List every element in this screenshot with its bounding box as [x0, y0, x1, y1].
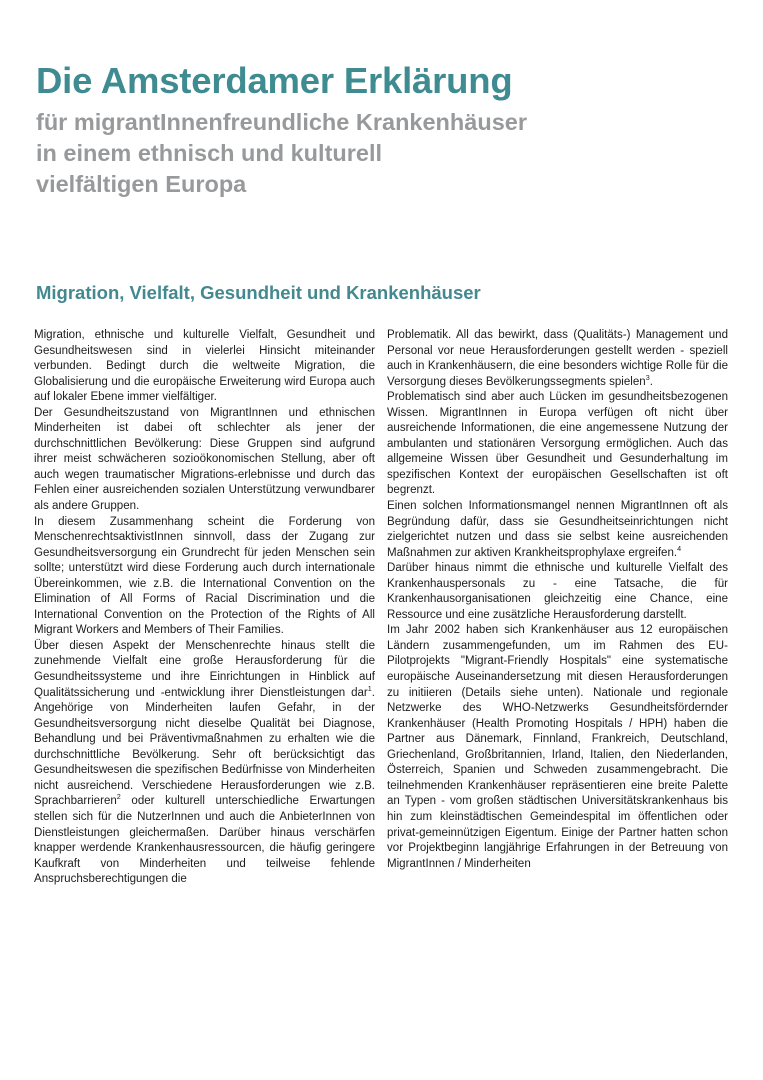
footnote-marker-2: 2 [116, 792, 121, 802]
paragraph [387, 499, 728, 561]
left-column [34, 328, 375, 1048]
paragraph [34, 639, 375, 888]
paragraph-text-part: oder kulturell unterschiedliche Erwartungen stellen sich für die NutzerInnen und auch die AnbieterInnen von Dienstleistungen gleichermaßen. Darüber hinaus verschärfen knapper werdende Krankenhausressourcen, die häufig geringere Kaufkraft von Minderheiten und teilweise fehlende Anspruchsberechtigungen die [34, 795, 375, 886]
paragraph: Darüber hinaus nimmt die ethnische und kulturelle Vielfalt des Krankenhauspersonals zu - eine Tatsache, die für Krankenhausorganisationen gleichzeitig eine Chance, eine Ressource und eine zusätzliche Herausforderung darstellt. [387, 562, 728, 621]
paragraph-text-part: Einen solchen Informationsmangel nennen MigrantInnen oft als Begründung dafür, dass sie Gesundheitseinrichtungen nicht zielgerichtet nutzen und dass sie selbst keine ausreichenden Maßnahmen zur aktiven Krankheitsprophylaxe ergreifen. [387, 500, 728, 559]
title-block [36, 62, 730, 200]
footnote-marker-4: 4 [677, 543, 682, 553]
paragraph-text-part: Problematik. All das bewirkt, dass (Qualitäts-) Management und Personal vor neue Herausforderungen gestellt werden - speziell auch in Krankenhäusern, die eine besonders wichtige Rolle für die Versorgung dieses Bevölkerungssegments spielen [387, 329, 728, 388]
page-subtitle-line-3: vielfältigen Europa [36, 171, 247, 198]
paragraph-text-part: Über diesen Aspekt der Menschenrechte hinaus stellt die zunehmende Vielfalt eine große Herausforderung für die Gesundheitssysteme und ihre Einrichtungen in Hinblick auf Qualitätssicherung und -entwicklung ihrer Dienstleistungen dar [34, 639, 375, 699]
page-subtitle-line-1: für migrantInnenfreundliche Krankenhäuser [36, 108, 527, 135]
paragraph: Problematisch sind aber auch Lücken im gesundheitsbezogenen Wissen. MigrantInnen in Europa verfügen oft nicht über ausreichende Informationen, die eine angemessene Nutzung der ambulanten und stationären Versorgung ermöglichen. Auch das allgemeine Wissen über Gesundheit und Gesunderhaltung im spezifischen Kontext der europäischen Gesellschaften ist oft begrenzt. [387, 391, 728, 497]
footnote-marker-1: 1 [367, 683, 372, 693]
paragraph: Migration, ethnische und kulturelle Vielfalt, Gesundheit und Gesundheitswesen sind in vielerlei Hinsicht miteinander verbunden. Bedingt durch die weltweite Migration, die Globalisierung und die europäische Erweiterung wird Europa auch auf lokaler Ebene immer vielfältiger. [34, 329, 375, 404]
paragraph-text-part: . [649, 375, 653, 388]
body-columns [34, 328, 728, 1048]
paragraph [387, 328, 728, 390]
right-column [387, 328, 728, 1048]
paragraph: In diesem Zusammenhang scheint die Forderung von MenschenrechtsaktivistInnen sinnvoll, dass der Zugang zur Gesundheitsversorgung ein Grundrecht für jeden Menschen sein sollte; unterstützt wird diese Forderung auch durch internationale Übereinkommen, wie z.B. die International Convention on the Elimination of All Forms of Racial Discrimination und die International Convention on the Protection of the Rights of All Migrant Workers and Members of Their Families. [34, 515, 375, 637]
paragraph-text-part: . Angehörige von Minderheiten laufen Gefahr, in der Gesundheitsversorgung nicht dieselbe Qualität bei Diagnose, Behandlung und bei Präventivmaßnahmen zu erhalten wie die durchschnittliche Bevölkerung. Sehr oft berücksichtigt das Gesundheitswesen die spezifischen Bedürfnisse von Minderheiten nicht ausreichend. Verschiedene Herausforderungen wie z.B. Sprachbarrieren [34, 686, 375, 808]
paragraph: Im Jahr 2002 haben sich Krankenhäuser aus 12 europäischen Ländern zusammengefunden, um im Rahmen des EU-Pilotprojekts "Migrant-Friendly Hospitals" eine systematische europäische Auseinandersetzung mit diesen Herausforderungen zu initiieren (Details siehe unten). Nationale und regionale Netzwerke des WHO-Netzwerks Gesundheitsfördernder Krankenhäuser (Health Promoting Hospitals / HPH) haben die Partner aus Dänemark, Finnland, Frankreich, Deutschland, Griechenland, Großbritannien, Irland, Italien, den Niederlanden, Österreich, Spanien und Schweden zusammengebracht. Die teilnehmenden Krankenhäuser repräsentieren eine breite Palette an Typen - vom großen städtischen Universitätskrankenhaus bis hin zum kleinstädtischen Gemeindespital im öffentlichen oder privat-gemeinnützigen Eigentum. Einige der Partner hatten schon vor Projektbeginn langjährige Erfahrungen in der Betreuung von MigrantInnen / Minderheiten [387, 624, 728, 870]
page-subtitle [36, 107, 730, 201]
paragraph: Der Gesundheitszustand von MigrantInnen und ethnischen Minderheiten ist dabei oft schlechter als jener der durchschnittlichen Bevölkerung: Diese Gruppen sind aufgrund ihrer meist schwächeren sozioökonomischen Stellung, aber oft auch wegen traumatischer Migrations-erlebnisse und durch das Fehlen einer ausreichenden sozialen Unterstützung verwundbarer als andere Gruppen. [34, 406, 375, 513]
page-title: Die Amsterdamer Erklärung [36, 60, 513, 101]
section-heading: Migration, Vielfalt, Gesundheit und Krankenhäuser [36, 282, 481, 303]
footnote-marker-3: 3 [645, 372, 650, 382]
page-subtitle-line-2: in einem ethnisch und kulturell [36, 139, 383, 166]
